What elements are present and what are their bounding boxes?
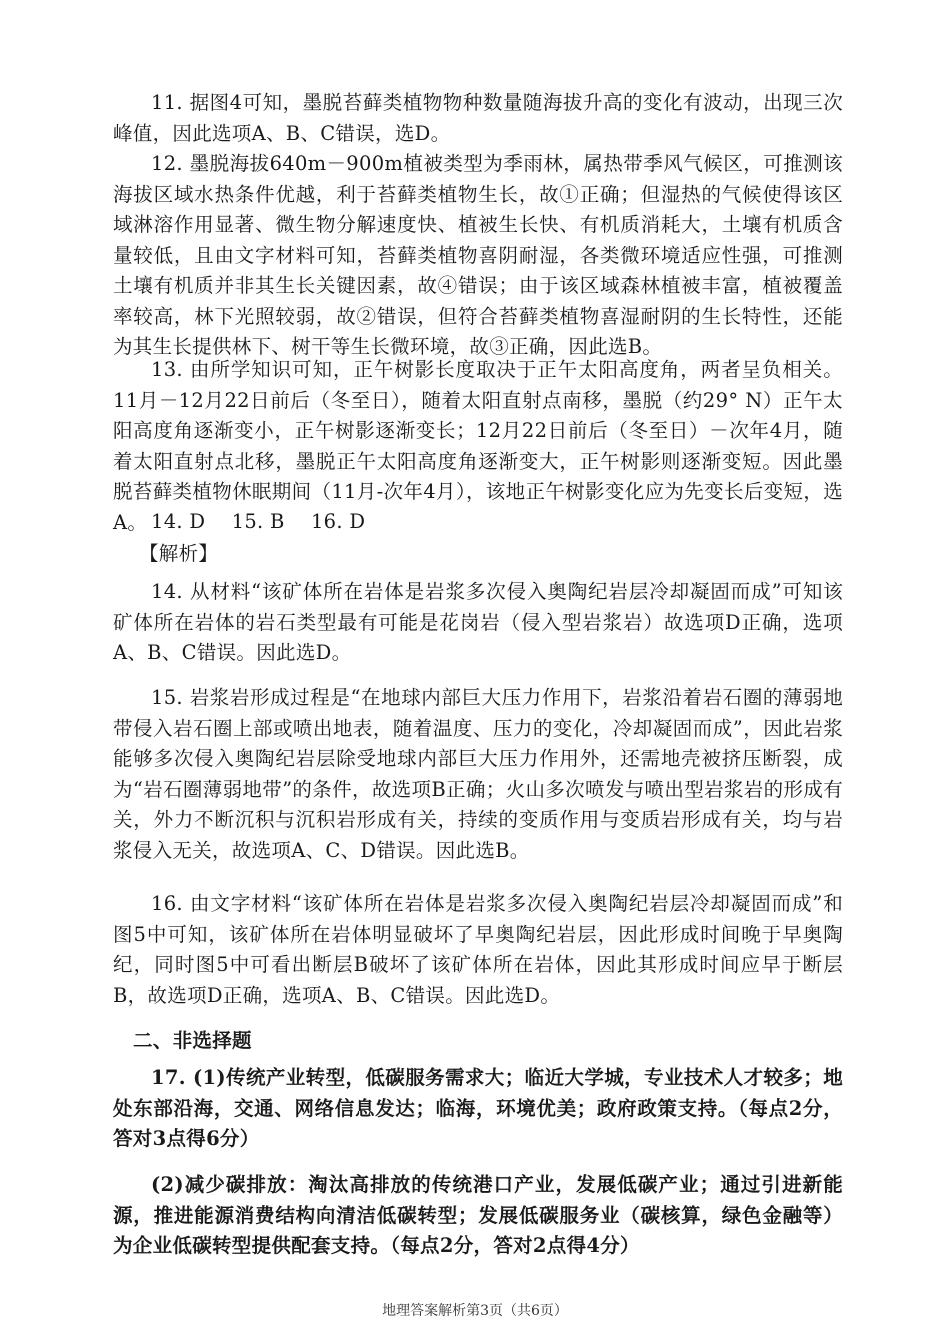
answer-11: 11. 据图4可知，墨脱苔藓类植物物种数量随海拔升高的变化有波动，出现三次峰值，因此选项A、B、C错误，选D。 [113, 91, 843, 145]
analysis-label: 【解析】 [139, 542, 219, 565]
answer-17-part1: 17. (1)传统产业转型，低碳服务需求大；临近大学城，专业技术人才较多；地处东部沿海，交通、网络信息发达；临海，环境优美；政府政策支持。（每点2分，答对3点得6分） [113, 1066, 843, 1150]
answer-15: 15. 岩浆岩形成过程是“在地球内部巨大压力作用下，岩浆沿着岩石圈的薄弱地带侵入岩石圈上部或喷出地表，随着温度、压力的变化，冷却凝固而成”，因此岩浆能够多次侵入奥陶纪岩层除受地球内部巨大压力作用外，还需地壳被挤压断裂，成为“岩石圈薄弱地带”的条件，故选项B正确；火山多次喷发与喷出型岩浆岩的形成有关，外力不断沉积与沉积岩形成有关，持续的变质作用与变质岩形成有关，均与岩浆侵入无关，故选项A、C、D错误。因此选B。 [113, 686, 843, 862]
answer-14: 14. 从材料“该矿体所在岩体是岩浆多次侵入奥陶纪岩层冷却凝固而成”可知该矿体所在岩体的岩石类型最有可能是花岗岩（侵入型岩浆岩）故选项D正确，选项A、B、C错误。因此选D。 [113, 580, 843, 664]
answer-12: 12. 墨脱海拔640m－900m植被类型为季雨林，属热带季风气候区，可推测该海拔区域水热条件优越，利于苔藓类植物生长，故①正确；但湿热的气候使得该区域淋溶作用显著、微生物分解速度快、植被生长快、有机质消耗大，土壤有机质含量较低，且由文字材料可知，苔藓类植物喜阴耐湿，各类微环境适应性强，可推测土壤有机质并非其生长关键因素，故④错误；由于该区域森林植被丰富，植被覆盖率较高，林下光照较弱，故②错误，但符合苔藓类植物喜湿耐阴的生长特性，还能为其生长提供林下、树干等生长微环境，故③正确，因此选B。 [113, 152, 843, 358]
page-footer: 地理答案解析第3页（共6页） [382, 1303, 568, 1319]
answer-16: 16. 由文字材料“该矿体所在岩体是岩浆多次侵入奥陶纪岩层冷却凝固而成”和图5中可知，该矿体所在岩体明显破坏了早奥陶纪岩层，因此形成时间晚于早奥陶纪，同时图5中可看出断层B破坏了该矿体所在岩体，因此其形成时间应早于断层B，故选项D正确，选项A、B、C错误。因此选D。 [113, 892, 843, 1007]
answer-13: 13. 由所学知识可知，正午树影长度取决于正午太阳高度角，两者呈负相关。11月－12月22日前后（冬至日），随着太阳直射点南移，墨脱（约29° N）正午太阳高度角逐渐变小，正午树影逐渐变长；12月22日前后（冬至日）－次年4月，随着太阳直射点北移，墨脱正午太阳高度角逐渐变大，正午树影则逐渐变短。因此墨脱苔藓类植物休眠期间（11月-次年4月），该地正午树影变化应为先变长后变短，选A。 [113, 358, 843, 534]
answer-key-14-16: 14. D 15. B 16. D [151, 510, 366, 533]
section-title-non-choice: 二、非选择题 [133, 1029, 252, 1052]
answer-17-part2: (2)减少碳排放：淘汰高排放的传统港口产业，发展低碳产业；通过引进新能源，推进能源消费结构向清洁低碳转型；发展低碳服务业（碳核算，绿色金融等）为企业低碳转型提供配套支持。（每点2分，答对2点得4分） [113, 1173, 843, 1257]
